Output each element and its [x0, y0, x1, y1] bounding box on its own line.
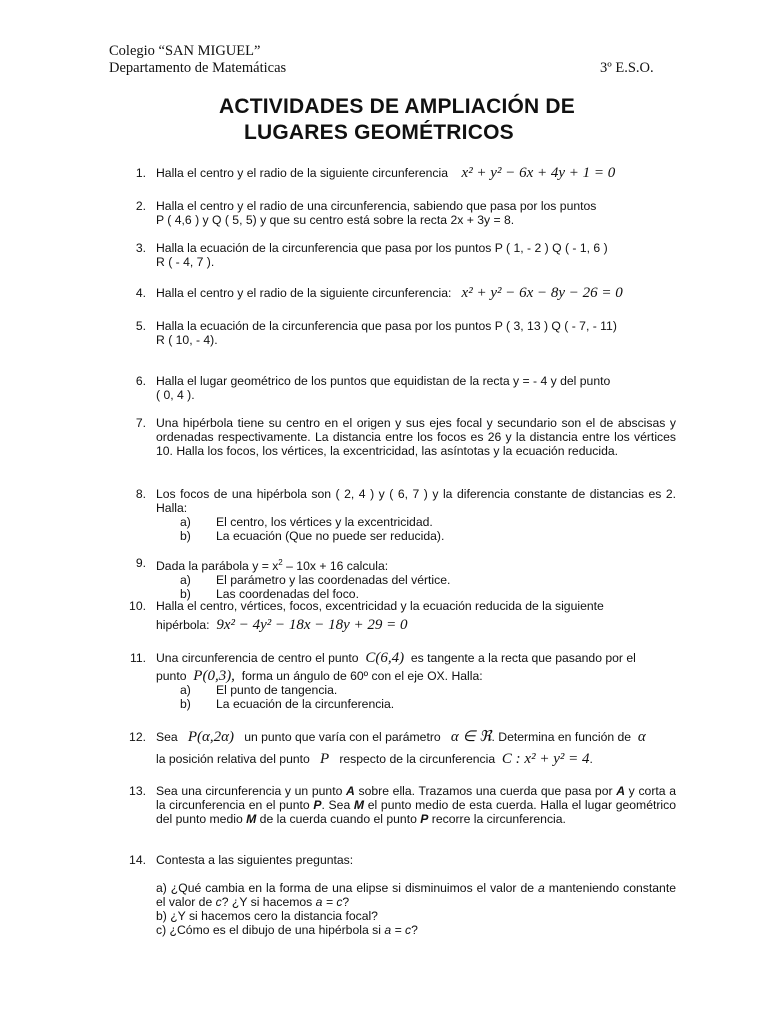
exercise-2 [130, 199, 676, 227]
exercise-13 [130, 784, 676, 826]
exercise-8 [130, 487, 676, 543]
exercise-text-line: Halla la ecuación de la circunferencia que pasa por los puntos P ( 3, 13 ) Q ( - 7, - 11) [156, 319, 617, 333]
exercise-number: 3. [135, 241, 146, 255]
exercise-14 [130, 853, 676, 937]
exercise-number: 8. [135, 487, 146, 501]
exercise-10: 10. Halla el centro, vértices, focos, excentricidad y la ecuación reducida de la siguiente hipérbola: 9x² − 4y² − 18x − 18y + 29 = 0 [130, 599, 676, 632]
exercise-text: Una hipérbola tiene su centro en el origen y sus ejes focal y secundario son el de abscisas y ordenadas respectivamente. La distancia entre los focos es 26 y la distancia entre los vértices 10. Halla los focos, los vértices, la excentricidad, las asíntotas y la ecuación reducida. [156, 416, 676, 458]
exercise-number: 14. [129, 853, 146, 867]
exercise-text-line: Halla el centro y el radio de una circunferencia, sabiendo que pasa por los puntos [156, 199, 597, 213]
exercise-text-line: ( 0, 4 ). [156, 388, 195, 402]
exercise-6 [130, 374, 676, 402]
question-a: a) ¿Qué cambia en la forma de una elipse si disminuimos el valor de a manteniendo constante el valor de c? ¿Y si hacemos a = c? [156, 881, 676, 909]
equation: x² + y² − 6x + 4y + 1 = 0 [461, 165, 616, 181]
exercise-text: Los focos de una hipérbola son ( 2, 4 ) y ( 6, 7 ) y la diferencia constante de distancias es 2. Halla: [156, 487, 676, 515]
exercise-9: 9. Dada la parábola $y = x^2 - 10x + 16$ calcula: a) El parámetro y las coordenadas del vértice. b) Las coordenadas del foco. [130, 556, 676, 601]
exercise-3 [130, 241, 676, 269]
exercise-5 [130, 319, 676, 347]
exercise-text-line: Halla el centro, vértices, focos, excentricidad y la ecuación reducida de la siguiente [156, 599, 604, 613]
exercise-number: 12. [129, 730, 146, 744]
title-line-2: LUGARES GEOMÉTRICOS [244, 121, 514, 144]
title-line-1: ACTIVIDADES DE AMPLIACIÓN DE [219, 95, 576, 118]
exercise-number: 7. [135, 416, 146, 430]
equation: x² + y² − 6x − 8y − 26 = 0 [461, 285, 623, 301]
exercise-text-line: R ( 10, - 4). [156, 333, 218, 347]
exercise-text-line: P ( 4,6 ) y Q ( 5, 5) y que su centro está sobre la recta 2x + 3y = 8. [156, 213, 515, 227]
sub-question: a) El centro, los vértices y la excentricidad. [180, 515, 433, 529]
sub-question: b) La ecuación (Que no puede ser reducida). [180, 529, 445, 543]
question-c: c) ¿Cómo es el dibujo de una hipérbola si a = c? [156, 923, 418, 937]
exercise-number: 1. [135, 166, 146, 180]
exercise-number: 13. [129, 784, 146, 798]
exercise-text-line: Halla el lugar geométrico de los puntos que equidistan de la recta y = - 4 y del punto [156, 374, 611, 388]
exercise-12: 12. Sea P(α,2α) un punto que varía con el parámetro α ∈ ℜ. Determina en función de α la posición relativa del punto P respecto de la circunferencia C : x² + y² = 4. [130, 730, 676, 766]
sub-question: a) El punto de tangencia. [180, 683, 338, 697]
exercise-text-line: Halla la ecuación de la circunferencia que pasa por los puntos P ( 1, - 2 ) Q ( - 1, 6 ) [156, 241, 608, 255]
exercise-text: Sea una circunferencia y un punto A sobre ella. Trazamos una cuerda que pasa por A y corta a la circunferencia en el punto P. Sea M el punto medio de esta cuerda. Halla el lugar geométrico del punto medio M de la cuerda cuando el punto P recorre la circunferencia. [156, 784, 677, 826]
exercise-1 [130, 166, 676, 180]
course-label: 3º E.S.O. [600, 60, 654, 76]
exercise-text: Contesta a las siguientes preguntas: [156, 853, 354, 867]
question-b: b) ¿Y si hacemos cero la distancia focal? [156, 909, 378, 923]
exercise-text: Halla el centro y el radio de la siguiente circunferencia: [156, 286, 452, 300]
department-name: Departamento de Matemáticas [109, 60, 287, 76]
school-name: Colegio “SAN MIGUEL” [109, 43, 261, 59]
exercise-number: 10. [129, 599, 146, 613]
exercise-text: Halla el centro y el radio de la siguiente circunferencia [156, 166, 448, 180]
exercise-number: 9. [135, 556, 146, 570]
sub-question: b) La ecuación de la circunferencia. [180, 697, 395, 711]
sub-question: b) Las coordenadas del foco. [180, 587, 359, 601]
exercise-number: 11. [129, 651, 146, 665]
exercise-number: 5. [135, 319, 146, 333]
sub-question: a) El parámetro y las coordenadas del vértice. [180, 573, 451, 587]
exercise-number: 4. [135, 286, 146, 300]
equation: 9x² − 4y² − 18x − 18y + 29 = 0 [216, 617, 408, 633]
exercise-4 [130, 286, 676, 300]
exercise-number: 2. [135, 199, 146, 213]
exercise-7 [130, 416, 676, 458]
exercise-11: 11. Una circunferencia de centro el punto C(6,4) es tangente a la recta que pasando por el punto P(0,3), forma un ángulo de 60º con el eje OX. Halla: a) El punto de tangencia. b) La ecuación de la circunferencia. [130, 651, 676, 711]
exercise-text-line: R ( - 4, 7 ). [156, 255, 215, 269]
exercise-number: 6. [135, 374, 146, 388]
